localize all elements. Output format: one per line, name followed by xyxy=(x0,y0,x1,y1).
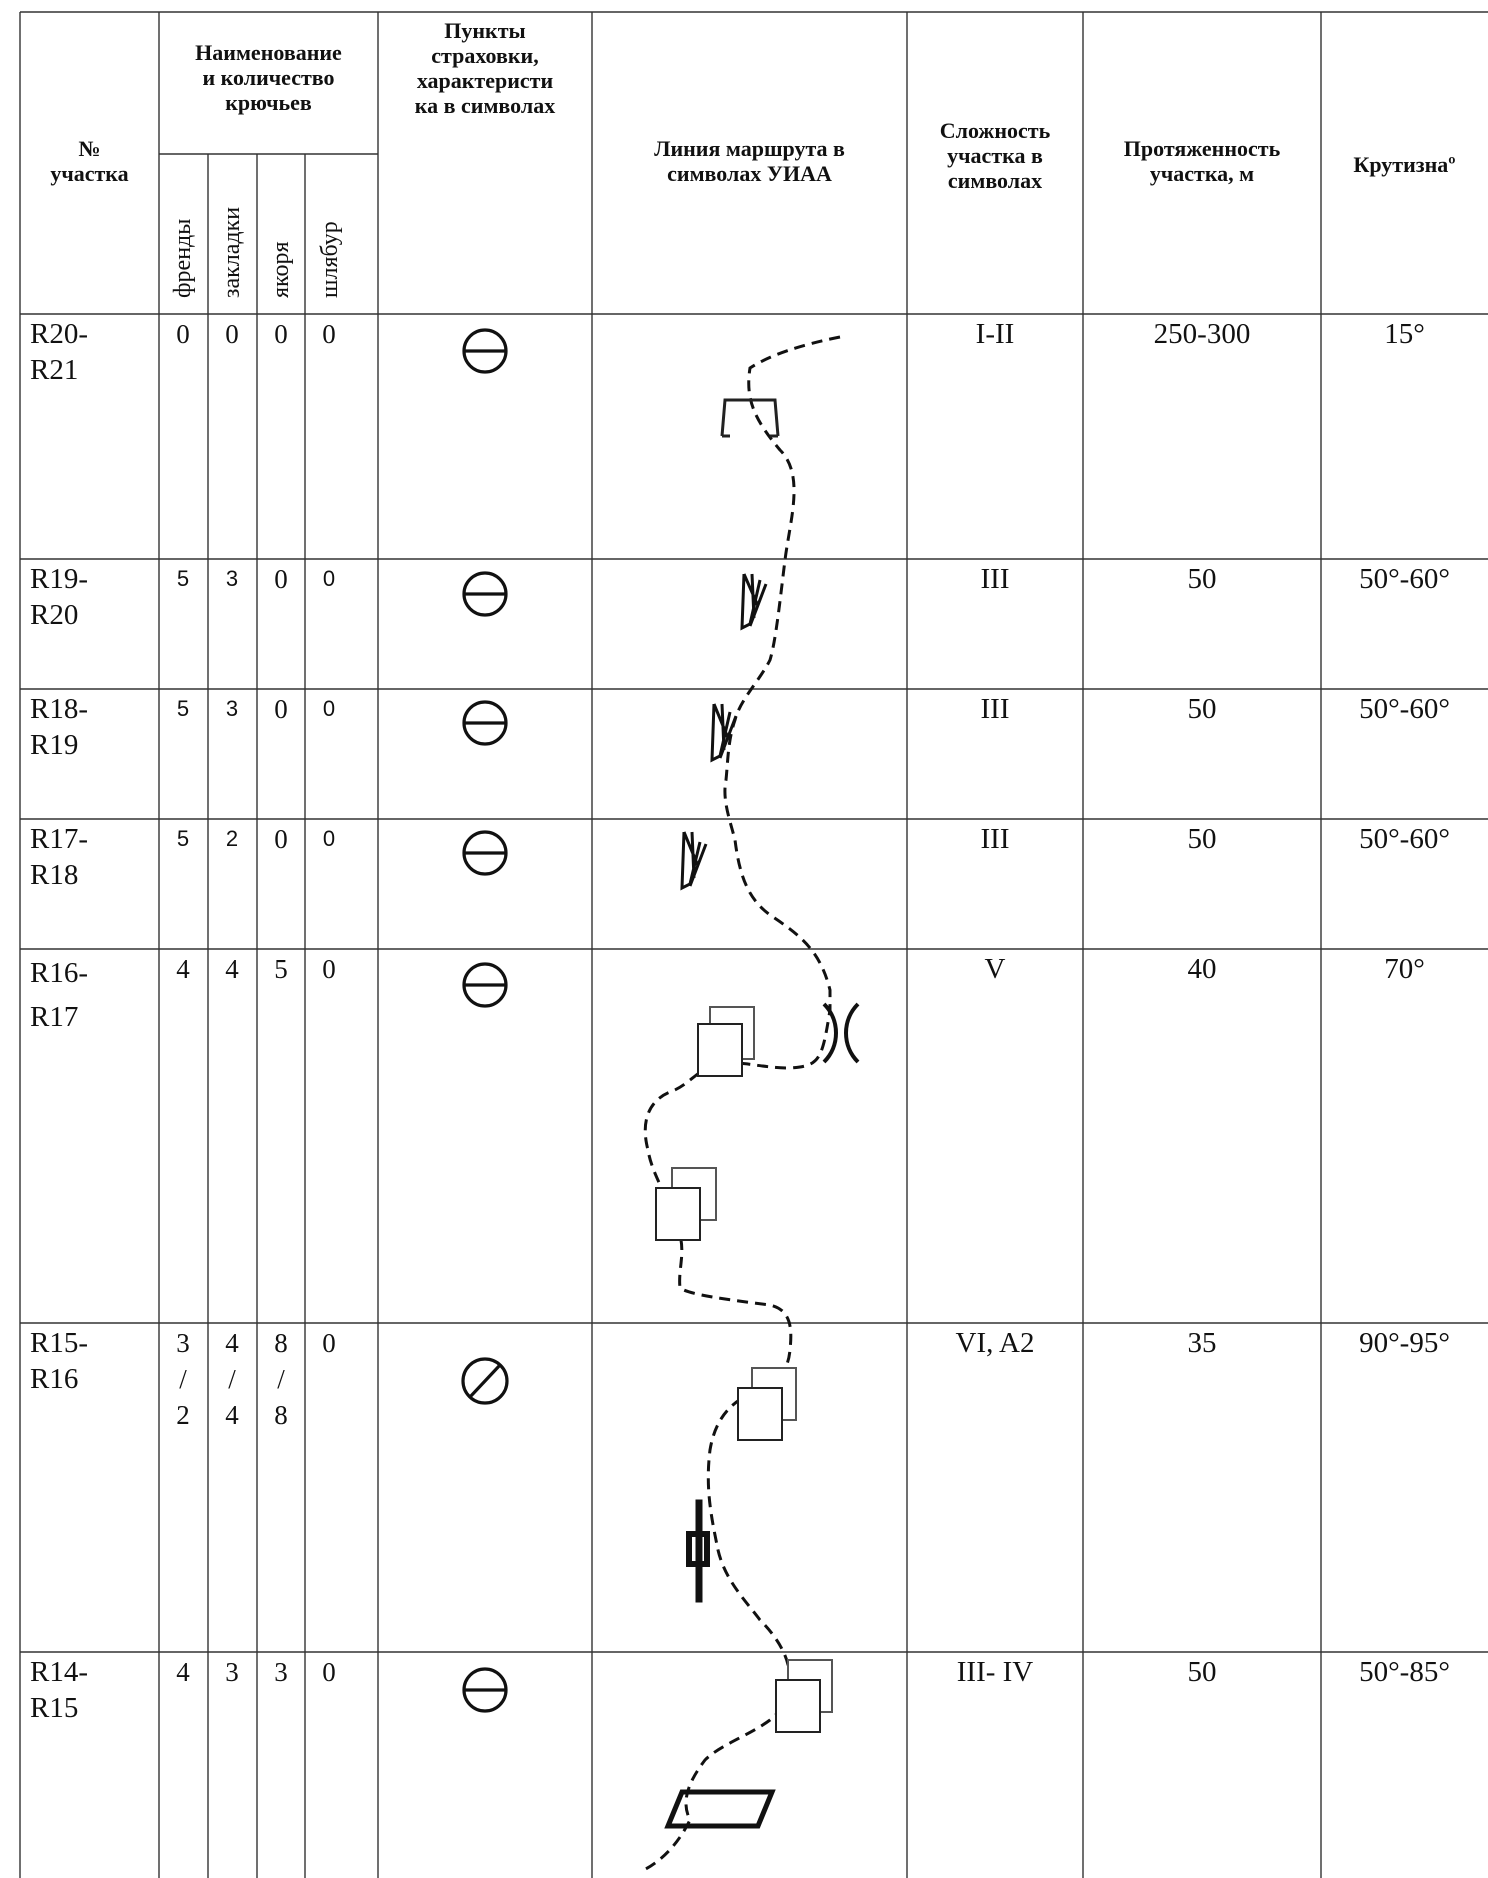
row-length: 35 xyxy=(1187,1327,1217,1359)
row-section: R18- R19 xyxy=(30,693,88,761)
header-difficulty: Сложность участка в символах xyxy=(939,118,1051,193)
row-difficulty: III- IV xyxy=(956,1656,1034,1688)
row-zakladki: 0 xyxy=(225,319,239,349)
row-section: R15- R16 xyxy=(30,1327,88,1395)
row-zakladki: 3 xyxy=(225,566,239,591)
row-frends: 4 xyxy=(176,1657,190,1687)
row-length: 40 xyxy=(1187,953,1217,985)
row-frends: 3 / 2 xyxy=(176,1328,190,1430)
row-frends: 5 xyxy=(176,826,190,851)
row-section: R20- R21 xyxy=(30,318,88,386)
row-section: R14- R15 xyxy=(30,1656,88,1724)
row-shlyabur: 0 xyxy=(322,1657,336,1687)
row-frends: 0 xyxy=(176,319,190,349)
row-shlyabur: 0 xyxy=(322,826,336,851)
row-steepness: 50°-60° xyxy=(1359,693,1450,725)
row-zakladki: 3 xyxy=(225,1657,239,1687)
row-zakladki: 2 xyxy=(225,826,239,851)
row-length: 50 xyxy=(1187,693,1217,725)
row-difficulty: III xyxy=(980,563,1010,595)
row-difficulty: VI, A2 xyxy=(955,1327,1035,1359)
row-shlyabur: 0 xyxy=(322,954,336,984)
row-shlyabur: 0 xyxy=(322,696,336,721)
row-length: 50 xyxy=(1187,563,1217,595)
row-length: 50 xyxy=(1187,1656,1217,1688)
row-section: R17- R18 xyxy=(30,823,88,891)
header-hook-type-zakladki: закладки xyxy=(219,206,245,298)
row-yakorya: 5 xyxy=(274,954,288,984)
header-steepness: Крутизнаº xyxy=(1353,152,1456,177)
row-difficulty: III xyxy=(980,693,1010,725)
row-difficulty: I-II xyxy=(975,318,1015,350)
header-belay-points: Пункты страховки, характеристи ка в символах xyxy=(414,18,556,118)
row-zakladki: 3 xyxy=(225,696,239,721)
row-section: R19- R20 xyxy=(30,563,88,631)
header-hooks: Наименование и количество крючьев xyxy=(195,40,342,115)
row-difficulty: V xyxy=(984,953,1006,985)
row-difficulty: III xyxy=(980,823,1010,855)
row-steepness: 70° xyxy=(1384,953,1425,985)
row-length: 50 xyxy=(1187,823,1217,855)
row-yakorya: 0 xyxy=(274,694,288,724)
row-shlyabur: 0 xyxy=(322,319,336,349)
row-steepness: 50°-85° xyxy=(1359,1656,1450,1688)
row-steepness: 50°-60° xyxy=(1359,823,1450,855)
row-zakladki: 4 xyxy=(225,954,239,984)
row-steepness: 15° xyxy=(1384,318,1425,350)
header-section-number: № участка xyxy=(50,136,129,186)
header-hook-type-shlyabur: шлябур xyxy=(317,221,343,298)
row-yakorya: 3 xyxy=(274,1657,288,1687)
row-yakorya: 0 xyxy=(274,564,288,594)
row-yakorya: 0 xyxy=(274,824,288,854)
header-route-line: Линия маршрута в символах УИАА xyxy=(654,136,845,186)
header-hook-type-yakorya: якоря xyxy=(268,241,294,298)
row-length: 250-300 xyxy=(1153,318,1251,350)
row-frends: 5 xyxy=(176,566,190,591)
row-yakorya: 8 / 8 xyxy=(274,1328,288,1430)
row-frends: 4 xyxy=(176,954,190,984)
row-shlyabur: 0 xyxy=(322,1328,336,1358)
header-length: Протяженность участка, м xyxy=(1123,136,1281,186)
row-steepness: 90°-95° xyxy=(1359,1327,1450,1359)
header-hook-type-frends: френды xyxy=(170,218,196,298)
row-yakorya: 0 xyxy=(274,319,288,349)
row-steepness: 50°-60° xyxy=(1359,563,1450,595)
row-frends: 5 xyxy=(176,696,190,721)
row-shlyabur: 0 xyxy=(322,566,336,591)
row-zakladki: 4 / 4 xyxy=(225,1328,239,1430)
row-section: R16- R17 xyxy=(30,957,88,1033)
